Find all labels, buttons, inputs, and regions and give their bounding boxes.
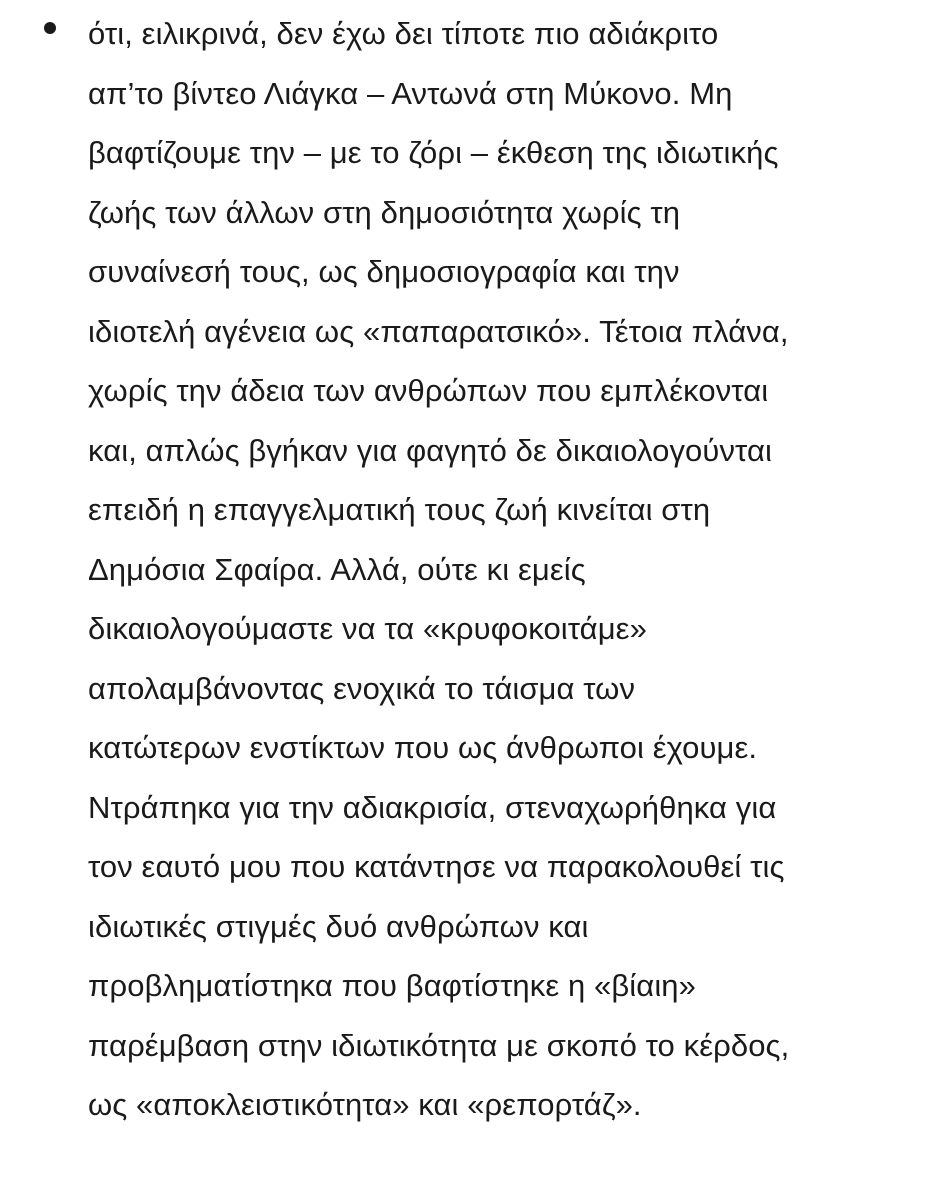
paragraph-line: παρέμβαση στην ιδιωτικότητα με σκοπό το κέρδος, (88, 1027, 790, 1063)
paragraph-line: ως «αποκλειστικότητα» και «ρεπορτάζ». (88, 1087, 642, 1122)
paragraph-line: βαφτίζουμε την – με το ζόρι – έκθεση της ιδιωτικής (88, 135, 779, 170)
paragraph-line: συναίνεσή τους, ως δημοσιογραφία και την (88, 254, 680, 289)
paragraph-line: ότι, ειλικρινά, δεν έχω δει τίποτε πιο αδιάκριτο (88, 16, 719, 51)
paragraph-line: τον εαυτό μου που κατάντησε να παρακολουθεί τις (88, 849, 785, 884)
paragraph-line: χωρίς την άδεια των ανθρώπων που εμπλέκονται (88, 373, 769, 408)
paragraph-line: και, απλώς βγήκαν για φαγητό δε δικαιολογούνται (88, 432, 772, 468)
paragraph-line: Ντράπηκα για την αδιακρισία, στεναχωρήθηκα για (88, 789, 777, 825)
paragraph-line: Δημόσια Σφαίρα. Αλλά, ούτε κι εμείς (88, 551, 586, 587)
bullet-icon (44, 22, 56, 34)
paragraph-line: δικαιολογούμαστε να τα «κρυφοκοιτάμε» (88, 611, 647, 646)
paragraph-line: ιδιωτικές στιγμές δυό ανθρώπων και (88, 908, 589, 944)
paragraph-line: προβληματίστηκα που βαφτίστηκε η «βίαιη» (88, 968, 696, 1003)
paragraph-line: επειδή η επαγγελματική τους ζωή κινείται στη (88, 492, 711, 527)
paragraph-line: απολαμβάνοντας ενοχικά το τάισμα των (88, 670, 636, 706)
paragraph-line: απ’το βίντεο Λιάγκα – Αντωνά στη Μύκονο. Μη (88, 75, 733, 111)
paragraph-line: κατώτερων ενστίκτων που ως άνθρωποι έχουμε. (88, 730, 758, 765)
paragraph-line: ζωής των άλλων στη δημοσιότητα χωρίς τη (88, 194, 681, 230)
paragraph-line: ιδιοτελή αγένεια ως «παπαρατσικό». Τέτοια πλάνα, (88, 313, 789, 349)
